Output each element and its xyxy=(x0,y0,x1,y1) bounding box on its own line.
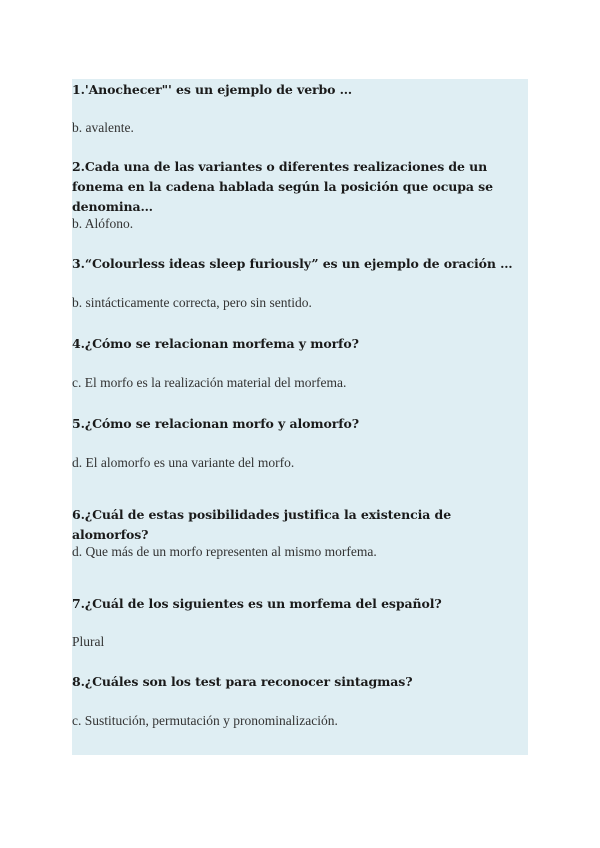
answer-2: b. Alófono. xyxy=(72,216,134,231)
answer-3: b. sintácticamente correcta, pero sin sentido. xyxy=(72,295,312,310)
question-3: 3.“Colourless ideas sleep furiously” es un ejemplo de oración … xyxy=(72,256,513,271)
question-4: 4.¿Cómo se relacionan morfema y morfo? xyxy=(72,336,359,351)
question-1: 1.'Anochecer"' es un ejemplo de verbo … xyxy=(72,82,353,97)
question-8: 8.¿Cuáles son los test para reconocer sintagmas? xyxy=(72,674,413,689)
answer-6: d. Que más de un morfo representen al mismo morfema. xyxy=(72,544,377,559)
answer-1: b. avalente. xyxy=(72,120,134,135)
question-6: 6.¿Cuál de estas posibilidades justifica la existencia de alomorfos? xyxy=(72,507,452,542)
question-2: 2.Cada una de las variantes o diferentes realizaciones de un fonema en la cadena hablada según la posición que ocupa se denomina… xyxy=(72,159,493,214)
question-5: 5.¿Cómo se relacionan morfo y alomorfo? xyxy=(72,416,359,431)
answer-8: c. Sustitución, permutación y pronominalización. xyxy=(72,713,338,728)
answer-7: Plural xyxy=(72,634,105,649)
answer-4: c. El morfo es la realización material del morfema. xyxy=(72,375,347,390)
answer-5: d. El alomorfo es una variante del morfo. xyxy=(72,455,295,470)
question-7: 7.¿Cuál de los siguientes es un morfema del español? xyxy=(72,596,442,611)
